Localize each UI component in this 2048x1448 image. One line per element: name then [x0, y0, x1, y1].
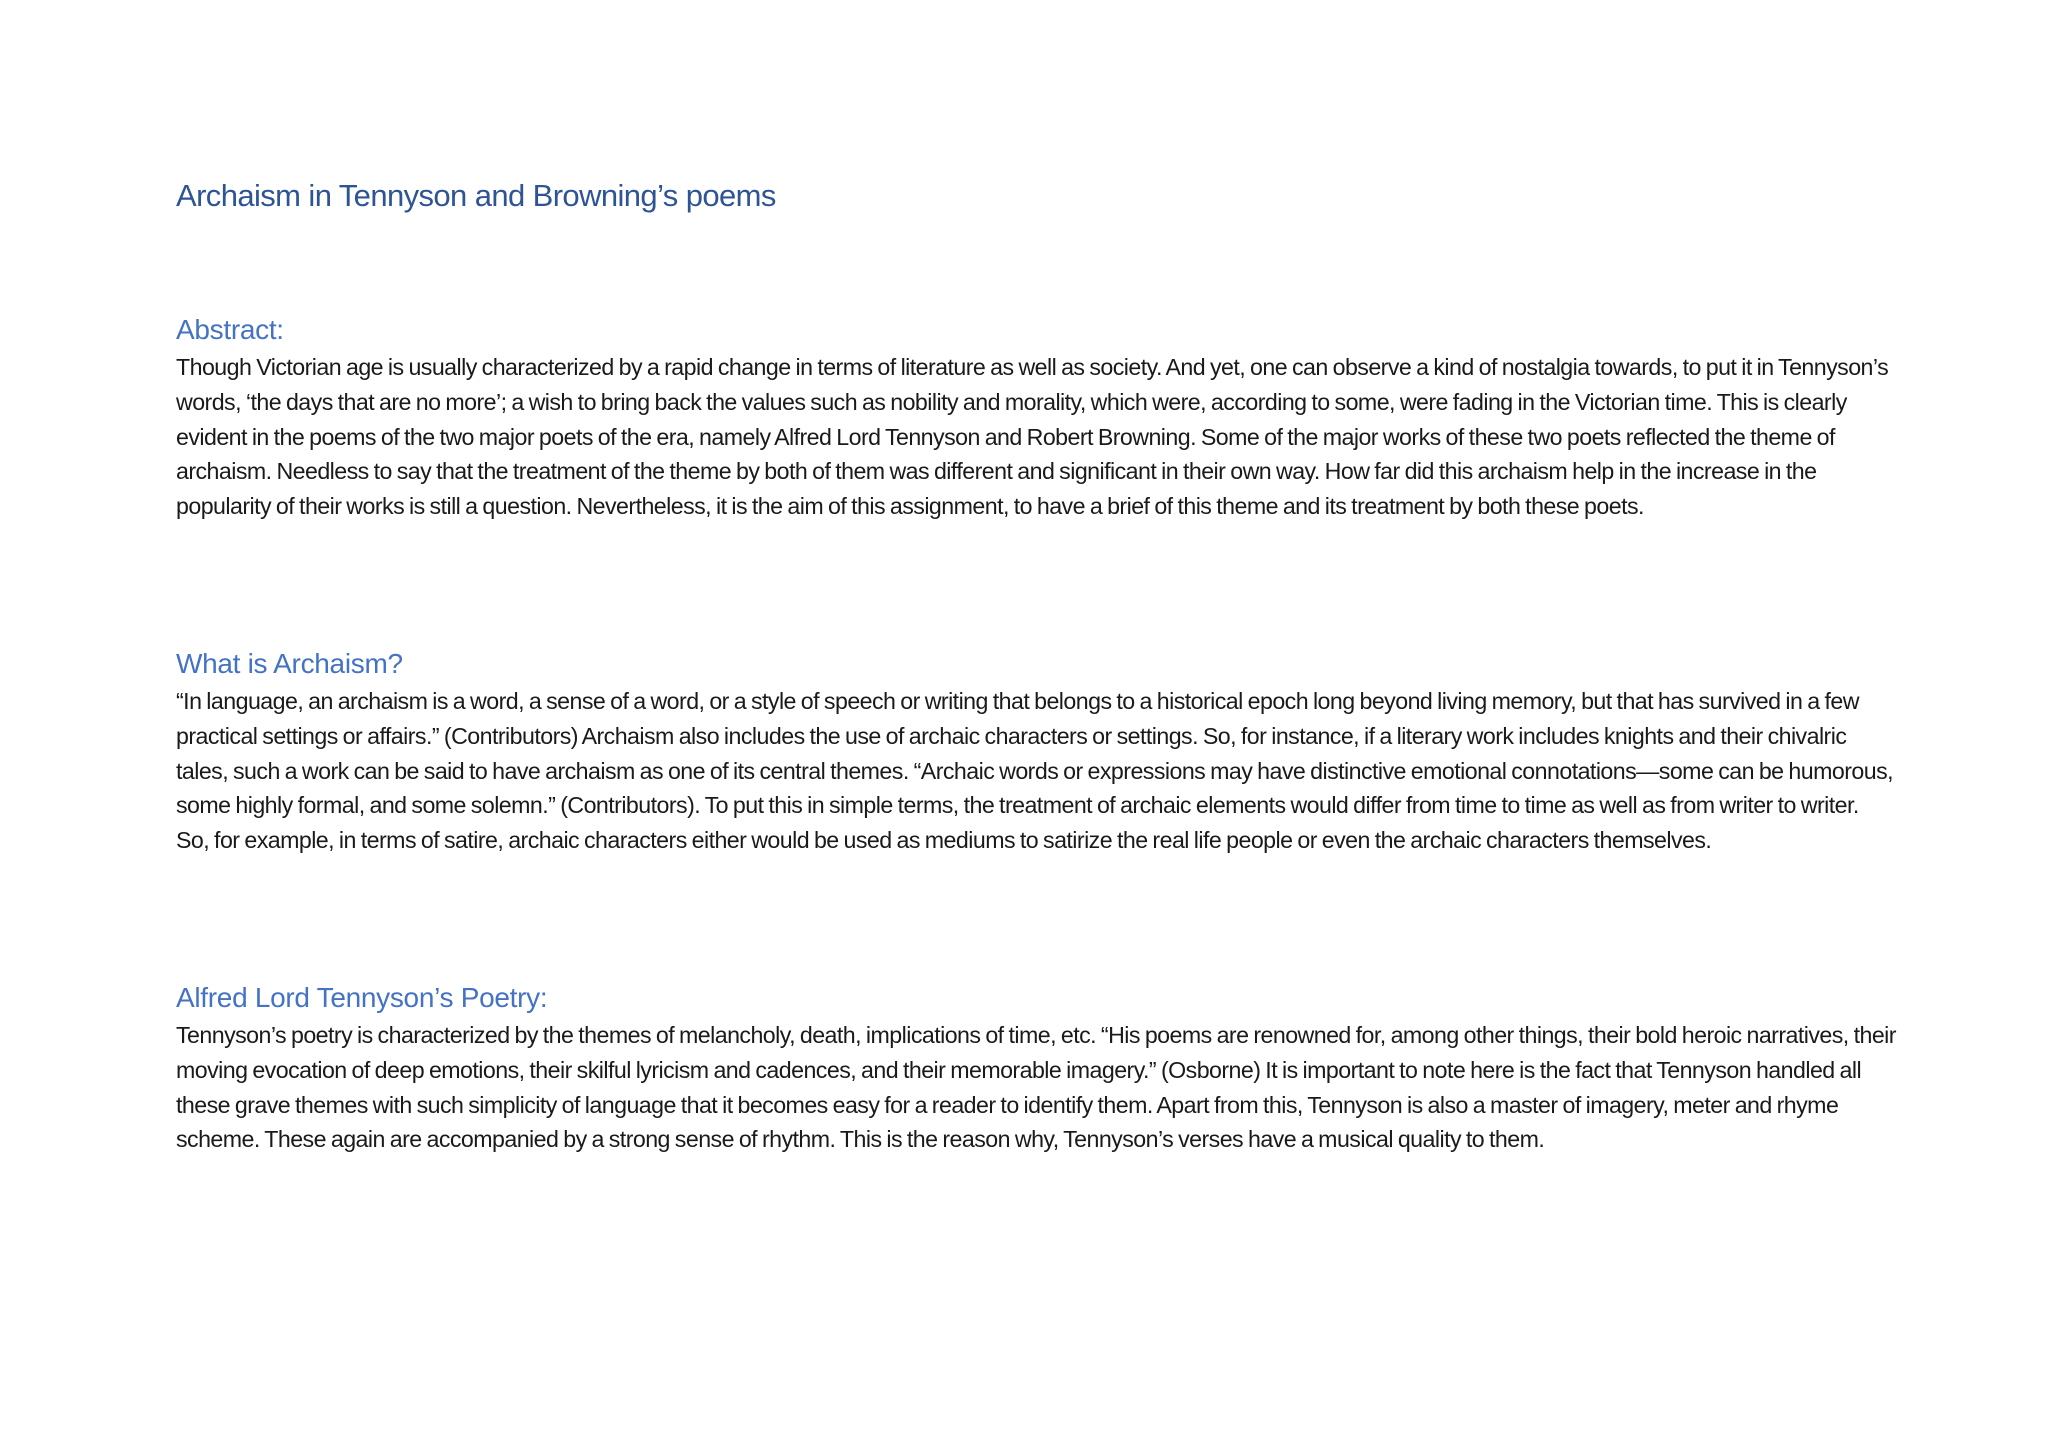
section-heading-abstract: Abstract: — [176, 314, 284, 345]
section-heading-what-is-archaism: What is Archaism? — [176, 648, 403, 679]
section-what-is-archaism — [176, 648, 1896, 858]
document-title: Archaism in Tennyson and Browning’s poems — [176, 178, 776, 213]
section-body-what-is-archaism: “In language, an archaism is a word, a sense of a word, or a style of speech or writing that belongs to a historical epoch long beyond living memory, but that has survived in a few practical settings or affairs.” (Contributors) Archaism also includes the use of archaic characters or settings. So, for instance, if a literary work includes knights and their chivalric tales, such a work can be said to have archaism as one of its central themes. “Archaic words or expressions may have distinctive emotional connotations—some can be humorous, some highly formal, and some solemn.” (Contributors). To put this in simple terms, the treatment of archaic elements would differ from time to time as well as from writer to writer. So, for example, in terms of satire, archaic characters either would be used as mediums to satirize the real life people or even the archaic characters themselves. — [176, 688, 1894, 854]
section-heading-tennyson-poetry: Alfred Lord Tennyson’s Poetry: — [176, 982, 548, 1013]
section-body-abstract: Though Victorian age is usually characterized by a rapid change in terms of literature as well as society. And yet, one can observe a kind of nostalgia towards, to put it in Tennyson’s words, ‘the days that are no more’; a wish to bring back the values such as nobility and morality, which were, according to some, were fading in the Victorian time. This is clearly evident in the poems of the two major poets of the era, namely Alfred Lord Tennyson and Robert Browning. Some of the major works of these two poets reflected the theme of archaism. Needless to say that the treatment of the theme by both of them was different and significant in their own way. How far did this archaism help in the increase in the popularity of their works is still a question. Nevertheless, it is the aim of this assignment, to have a brief of this theme and its treatment by both these poets. — [176, 354, 1889, 520]
section-body-tennyson-poetry: Tennyson’s poetry is characterized by the themes of melancholy, death, implications of time, etc. “His poems are renowned for, among other things, their bold heroic narratives, their moving evocation of deep emotions, their skilful lyricism and cadences, and their memorable imagery.” (Osborne) It is important to note here is the fact that Tennyson handled all these grave themes with such simplicity of language that it becomes easy for a reader to identify them. Apart from this, Tennyson is also a master of imagery, meter and rhyme scheme. These again are accompanied by a strong sense of rhythm. This is the reason why, Tennyson’s verses have a musical quality to them. — [176, 1022, 1896, 1153]
section-abstract — [176, 314, 1896, 524]
section-tennyson-poetry — [176, 982, 1896, 1157]
